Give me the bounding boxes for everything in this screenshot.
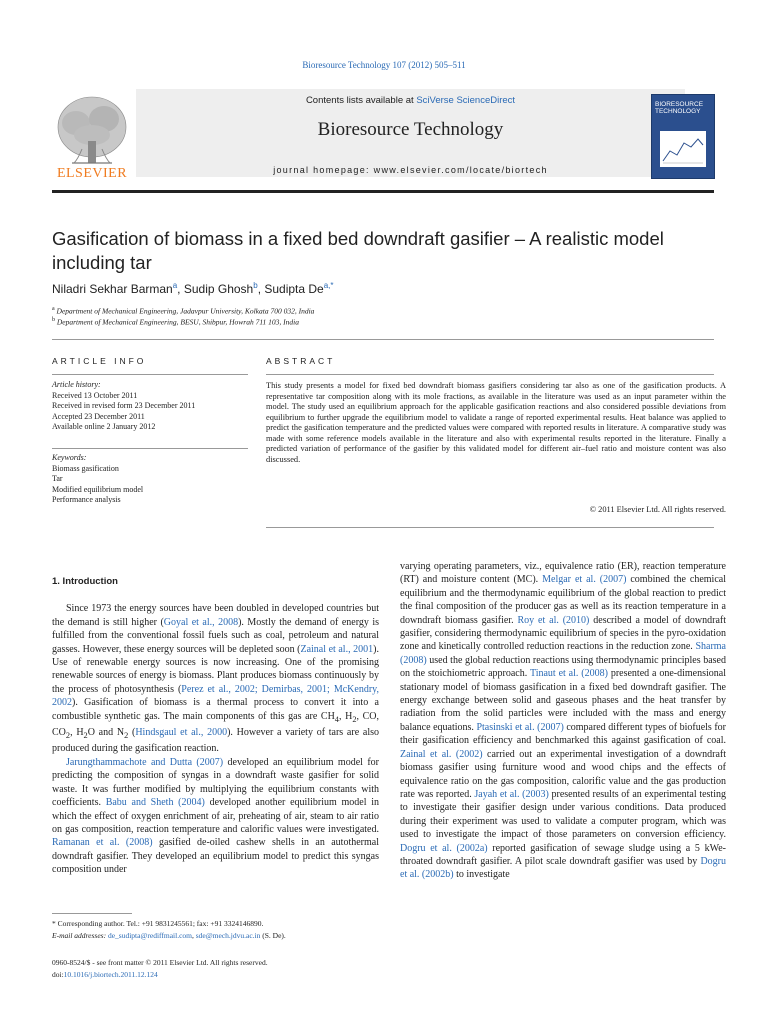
journal-cover-thumbnail[interactable] (651, 94, 715, 179)
affiliation-a: $^a$ Department of Mechanical Engineering, Jadavpur University, Kolkata 700 032, India (52, 306, 315, 316)
contents-line (136, 95, 685, 106)
citation-link[interactable]: Tinaut et al. (2008) (529, 668, 608, 680)
cover-title: BIORESOURCE TECHNOLOGY (655, 101, 704, 115)
divider (266, 527, 714, 528)
paragraph: Jarungthammachote and Dutta (2007) developed an equilibrium model for predicting the composition of syngas in a downdraft waste gasifier for solid waste. It was further modified by multiplying the equilibrium constants with coefficients. Babu and Sheth (2004) developed another equilibrium model in which the effect of oxygen enrichment of air, preheating of air, steam to air ratio on gas composition, reaction temperature and calorific values were investigated. Ramanan et al. (2008) gasified de-oiled cashew shells in an autothermal downdraft gasifier. They developed an equilibrium model to predict this syngas composition under (52, 756, 380, 876)
citation-link[interactable]: Ramanan et al. (2008) (52, 837, 153, 849)
masthead (52, 89, 714, 186)
citation-link[interactable]: Zainal et al., 2001 (300, 643, 374, 655)
author-name: Sudip Ghosh (183, 282, 254, 296)
keywords (52, 453, 248, 506)
author-affiliation-marker[interactable]: a (172, 281, 178, 290)
section-divider (52, 339, 714, 340)
keyword: Modified equilibrium model (52, 484, 144, 494)
citation-link[interactable]: Ptasinski et al. (2007) (476, 721, 564, 733)
divider (52, 374, 248, 375)
abstract-heading: ABSTRACT (266, 356, 336, 366)
history-label: Article history: (52, 380, 101, 389)
citation-link[interactable]: Babu and Sheth (2004) (105, 797, 205, 809)
contents-prefix: Contents lists available at (305, 95, 417, 106)
header-divider (52, 190, 714, 193)
doi-link[interactable]: 10.1016/j.biortech.2011.12.124 (63, 969, 158, 979)
history-item: Available online 2 January 2012 (52, 422, 156, 431)
section-heading-introduction: 1. Introduction (52, 576, 118, 587)
keyword: Biomass gasification (52, 463, 119, 473)
corresponding-author-footnote: * Corresponding author. Tel.: +91 9831245561; fax: +91 3324146890. E-mail addresses: de_sudipta@rediffmail.com, sde@mech.jdvu.ac.in (S. De). (52, 919, 286, 940)
history-item: Received 13 October 2011 (52, 390, 138, 400)
elsevier-logo[interactable] (52, 89, 132, 186)
keyword: Performance analysis (52, 495, 121, 504)
author-affiliation-marker[interactable]: a,* (323, 281, 334, 290)
citation-link[interactable]: Zainal et al. (2002) (400, 748, 483, 760)
journal-homepage[interactable]: journal homepage: www.elsevier.com/locate/biortech (273, 165, 548, 175)
journal-name: Bioresource Technology (317, 119, 504, 140)
keywords-label: Keywords: (52, 453, 87, 462)
article-history (52, 380, 248, 433)
article-info-heading: ARTICLE INFO (52, 356, 147, 366)
citation-link[interactable]: Jarungthammachote and Dutta (2007) (66, 756, 224, 768)
abstract-text: This study presents a model for fixed bed downdraft biomass gasifiers considering tar also as one of the gasification products. A representative tar composition along with its mole fractions, as available in the literature was used as an input parameter within the model. The study used an equilibrium approach for the applicable gasification reactions and also considered possible deviations from equilibrium to further upgrade the equilibrium model to validate a range of reported experimental results. Heat balance was applied to predict the gasification temperature and the predicted values were compared with reported results in literature. A comparative study was made with some reference models available in the literature and also with experimental results reported in the literature. Finally a predicted variation of performance of the gasifier by this validated model for different air–fuel ratio and moisture content was also discussed. (266, 381, 726, 464)
history-item: Received in revised form 23 December 2011 (52, 401, 196, 410)
publisher-name: ELSEVIER (56, 166, 128, 181)
paragraph: varying operating parameters, viz., equivalence ratio (ER), reaction temperature (RT) and moisture content (MC). Melgar et al. (2007) combined the chemical equilibrium and the thermodynamic equilibrium of the global reaction to predict the final composition of the producer gas as well as its reaction temperature in a downdraft biomass gasifier. Roy et al. (2010) described a model of downdraft gasifier, considering thermodynamic equilibrium of species in the pyro-oxidation zone and kinetically controlled reduction reactions in the reduction zone. Sharma (2008) used the global reduction reactions using thermodynamic principles based on the stoichiometric approach. Tinaut et al. (2008) presented a one-dimensional stationary model of biomass gasification in a fixed bed downdraft gasifier. The energy exchange between solid and gaseous phases and the heat transfer by radiation from the solid particles were included with the mass and energy balance equations. Ptasinski et al. (2007) compared different types of biofuels for their gasification efficiency and benchmarked this against gasification of coal. Zainal et al. (2002) carried out an experimental investigation of a downdraft biomass gasifier using furniture wood and wood chips and the effects of equivalence ratio on the gas composition, calorific value and the gas production rate was reported. Jayah et al. (2003) presented results of an experimental testing to investigate their gasifier design under various conditions. Data produced during their experiment was used to validate a computer program, which was used to investigate the impact of those parameters on conversion efficiency. Dogru et al. (2002a) reported gasification of sewage sludge using a 5 kWe-throated downdraft gasifier. A pilot scale downdraft gasifier was used by Dogru et al. (2002b) to investigate (400, 561, 727, 881)
citation-link[interactable]: Dogru et al. (2002b) (400, 855, 726, 881)
sciencedirect-link[interactable]: SciVerse ScienceDirect (416, 95, 516, 106)
paragraph: Since 1973 the energy sources have been doubled in developed countries but the demand is still higher (Goyal et al., 2008). Mostly the demand of energy is fulfilled from the conventional fossil fuels such as coal, petroleum and natural gasses. However, these energy sources will be depleted soon (Zainal et al., 2001). Use of renewable energy sources is now increasing. One of the promising renewable sources of energy is biomass. Plant produces biomass continuously by the process of photosynthesis (Perez et al., 2002; Demirbas, 2001; McKendry, 2002). Gasification of biomass is a thermal process to convert it into a combustible synthetic gas. The main components of this gas are $CH_4$, $H_2$, CO, $CO_2$, $H_2O$ and $N_2$ (Hindsgaul et al., 2000). However a variety of tars are also produced during the gasification reaction. (52, 603, 379, 755)
article-title: Gasification of biomass in a fixed bed downdraft gasifier – A realistic model including tar (52, 228, 664, 273)
citation-link[interactable]: Melgar et al. (2007) (542, 574, 627, 586)
citation-link[interactable]: Sharma (2008) (400, 641, 726, 666)
abstract-copyright: © 2011 Elsevier Ltd. All rights reserved. (589, 505, 726, 514)
citation-link[interactable]: Dogru et al. (2002a) (400, 842, 488, 854)
keyword: Tar (52, 474, 63, 483)
issn-line: 0960-8524/$ - see front matter © 2011 Elsevier Ltd. All rights reserved. (52, 958, 268, 967)
author-list: Niladri Sekhar Barman$^a$, Sudip Ghosh$^b$, Sudipta $De^{a,*}$ (52, 281, 334, 296)
cover-graph-icon (660, 131, 706, 167)
journal-reference-link[interactable]: Bioresource Technology 107 (2012) 505–511 (302, 60, 466, 70)
email-link[interactable]: sde@mech.jdvu.ac.in (195, 931, 261, 940)
body-column-left (52, 575, 379, 877)
citation-link[interactable]: Perez et al., 2002; Demirbas, 2001; McKendry, 2002 (52, 683, 379, 709)
affiliation-b: $^b$ Department of Mechanical Engineering, BESU, Shibpur, Howrah 711 103, India (52, 317, 299, 327)
author-name: Niladri Sekhar Barman (52, 282, 173, 296)
divider (52, 448, 248, 449)
email-link[interactable]: de_sudipta@rediffmail.com (107, 931, 193, 940)
issn-doi: 0960-8524/$ - see front matter © 2011 Elsevier Ltd. All rights reserved. doi:10.1016/j.biortech.2011.12.124 (52, 957, 382, 980)
citation-link[interactable]: Hindsgaul et al., 2000 (135, 727, 228, 739)
citation-link[interactable]: Jayah et al. (2003) (474, 788, 549, 800)
author-affiliation-marker[interactable]: b (253, 281, 258, 290)
footnote-divider (52, 913, 132, 914)
author-name: Sudipta De (264, 282, 324, 296)
history-item: Accepted 23 December 2011 (52, 411, 145, 421)
journal-banner (136, 89, 685, 177)
divider (266, 374, 714, 375)
citation-link[interactable]: Roy et al. (2010) (517, 614, 590, 626)
body-column-right (400, 560, 726, 882)
citation-link[interactable]: Goyal et al., 2008 (163, 616, 239, 628)
